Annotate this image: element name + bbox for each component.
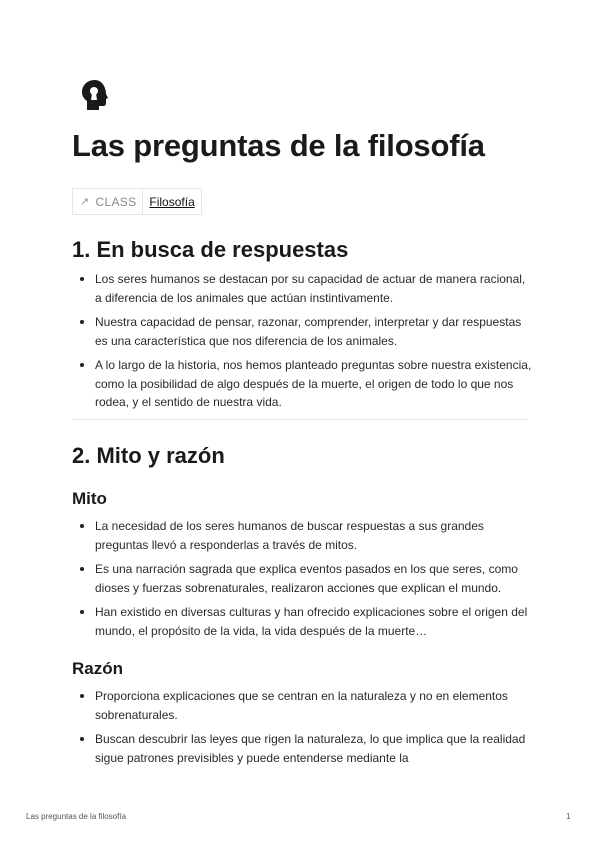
property-value-link[interactable]: Filosofía — [149, 194, 195, 209]
mito-list — [72, 517, 532, 646]
list-item: Han existido en diversas culturas y han ofrecido explicaciones sobre el origen del mundo, el propósito de la vida, la vida después de la muerte… — [72, 603, 532, 640]
list-item: Los seres humanos se destacan por su capacidad de actuar de manera racional, a diferencia de los animales que actúan instintivamente. — [72, 270, 532, 307]
section-heading-1: 1. En busca de respuestas — [72, 237, 349, 262]
property-key-label: CLASS — [95, 194, 137, 209]
subsection-heading-mito: Mito — [72, 489, 107, 508]
property-row — [72, 188, 202, 215]
list-item: A lo largo de la historia, nos hemos planteado preguntas sobre nuestra existencia, como la posibilidad de algo después de la muerte, el origen de todo lo que nos rodea, y el sentido de nuestra vida. — [72, 356, 532, 412]
page-title: Las preguntas de la filosofía — [72, 128, 485, 163]
section-1-list — [72, 270, 532, 418]
section-heading-2: 2. Mito y razón — [72, 443, 225, 468]
subsection-heading-razon: Razón — [72, 659, 123, 678]
divider — [72, 419, 528, 420]
list-item: Proporciona explicaciones que se centran en la naturaleza y no en elementos sobrenaturales. — [72, 687, 532, 724]
footer-page-number: 1 — [566, 812, 571, 821]
list-item: Es una narración sagrada que explica eventos pasados en los que seres, como dioses y fuerzas sobrenaturales, realizaron acciones que explican el mundo. — [72, 560, 532, 597]
head-keyhole-icon — [80, 78, 110, 112]
list-item: Nuestra capacidad de pensar, razonar, comprender, interpretar y dar respuestas es una característica que nos diferencia de los animales. — [72, 313, 532, 350]
razon-list — [72, 687, 532, 773]
footer-title: Las preguntas de la filosofía — [26, 812, 127, 821]
list-item: Buscan descubrir las leyes que rigen la naturaleza, lo que implica que la realidad sigue patrones previsibles y puede entenderse mediante la — [72, 730, 532, 767]
list-item: La necesidad de los seres humanos de buscar respuestas a sus grandes preguntas llevó a responderlas a través de mitos. — [72, 517, 532, 554]
arrow-ne-icon: ↗ — [80, 196, 90, 208]
property-key — [73, 189, 143, 214]
